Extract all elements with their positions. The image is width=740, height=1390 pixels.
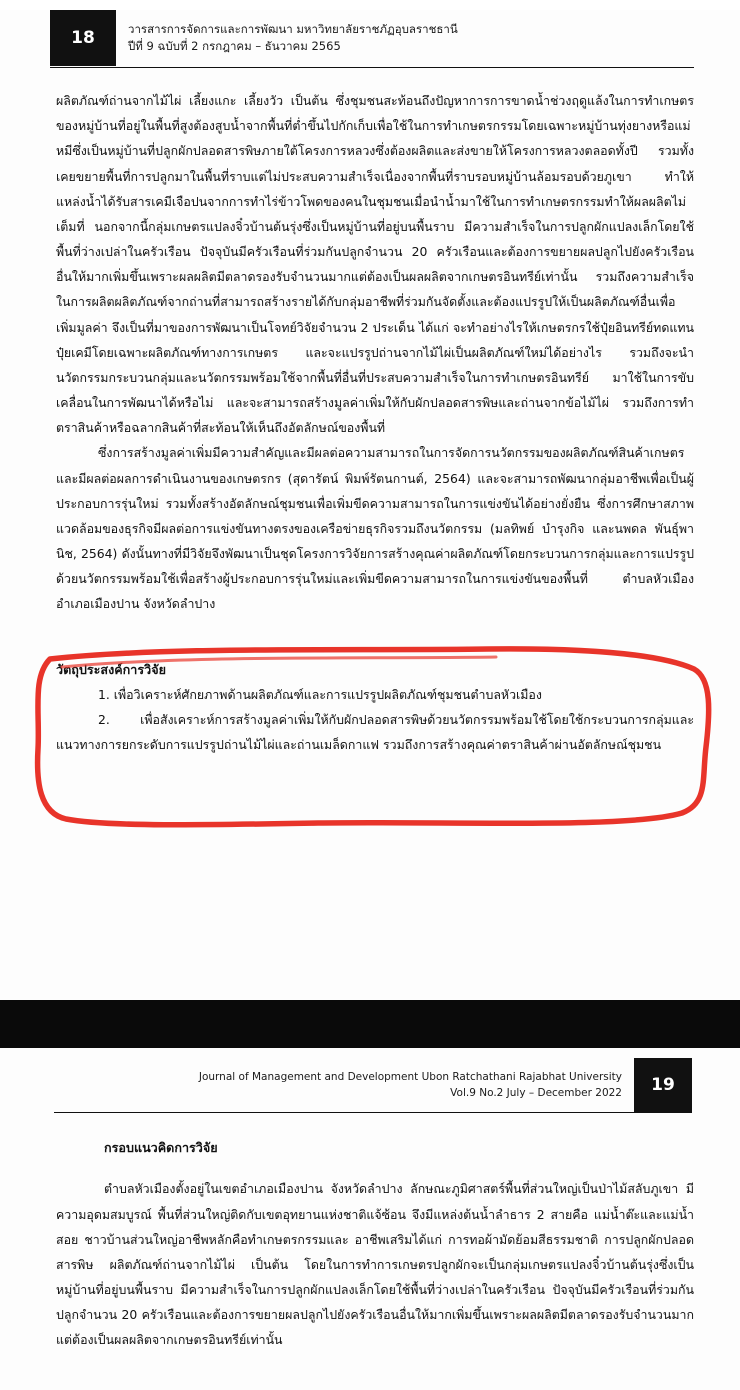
objective-item-1: 1. เพื่อวิเคราะห์ศักยภาพด้านผลิตภัณฑ์และการแปรรูปผลิตภัณฑ์ชุมชนตำบลหัวเมือง: [98, 686, 542, 702]
header-divider: [54, 1112, 692, 1113]
journal-header-text-en: [199, 1058, 634, 1112]
journal-issue-en: Vol.9 No.2 July – December 2022: [450, 1087, 622, 1099]
page-number-badge: 18: [50, 10, 116, 66]
document-page-19: [0, 1048, 740, 1390]
journal-title-en: Journal of Management and Development Ubon Ratchathani Rajabhat University: [198, 1070, 622, 1083]
page-number-badge: 19: [634, 1058, 692, 1112]
page-19-paragraph-1: ตำบลหัวเมืองตั้งอยู่ในเขตอำเภอเมืองปาน จังหวัดลำปาง ลักษณะภูมิศาสตร์พื้นที่ส่วนใหญ่เป็นป่าไม้สลับภูเขา มีความอุดมสมบูรณ์ พื้นที่ส่วนใหญ่ติดกับเขตอุทยานแห่งชาติแจ้ซ้อน จึงมีแหล่งต้นน้ำลำธาร 2 สายคือ แม่น้ำต๊ะและแม่น้ำสอย ชาวบ้านส่วนใหญ่อาชีพหลักคือทำเกษตรกรรมและ อาชีพเสริมได้แก่ การทอผ้ามัดย้อมสีธรรมชาติ การปลูกผักปลอดสารพิษ ผลิตภัณฑ์ถ่านจากไม้ไผ่ เป็นต้น โดยในการทำการเกษตรปลูกผักจะเป็นกลุ่มเกษตรแปลงจิ๋วบ้านต้นรุ่งซึ่งเป็นหมู่บ้านที่อยู่บนพื้นราบ มีความสำเร็จในการปลูกผักแปลงเล็กโดยใช้พื้นที่ว่างเปล่าในครัวเรือน ปัจจุบันมีครัวเรือนที่ร่วมกันปลูกจำนวน 20 ครัวเรือนและต้องการขยายผลปลูกไปยังครัวเรือนอื่นให้มากเพิ่มขึ้นเพราะผลผลิตมีตลาดรองรับจำนวนมากแต่ต้องเป็นผลผลิตจากเกษตรอินทรีย์เท่านั้น: [56, 1181, 694, 1348]
objectives-section: [0, 643, 740, 776]
page-18-header: [0, 10, 740, 66]
journal-issue-th: ปีที่ 9 ฉบับที่ 2 กรกฎาคม – ธันวาคม 2565: [128, 39, 341, 53]
section-title-framework: กรอบแนวคิดการวิจัย: [104, 1140, 218, 1155]
journal-title-th: วารสารการจัดการและการพัฒนา มหาวิทยาลัยราชภัฏอุบลราชธานี: [128, 21, 458, 36]
objectives-title: วัตถุประสงค์การวิจัย: [56, 661, 166, 677]
page-19-header: [0, 1048, 740, 1112]
document-page-18: [0, 10, 740, 1000]
journal-header-text: [116, 10, 458, 66]
page-separator-band: [0, 1000, 740, 1048]
body-paragraph-1: ผลิตภัณฑ์ถ่านจากไม้ไผ่ เลี้ยงแกะ เลี้ยงวัว เป็นต้น ซึ่งชุมชนสะท้อนถึงปัญหาการการขาดน้ำช่วงฤดูแล้งในการทำเกษตรของหมู่บ้านที่อยู่ในพื้นที่สูงต้องสูบน้ำจากพื้นที่ต่ำขึ้นไปกักเก็บเพื่อใช้ในการทำเกษตรกรรมโดยเฉพาะหมู่บ้านทุ่งยางหรือแม่หมีซึ่งเป็นหมู่บ้านที่ปลูกผักปลอดสารพิษภายใต้โครงการหลวงซึ่งต้องผลิตและส่งขายให้โครงการหลวงตลอดทั้งปี รวมทั้งเคยขยายพื้นที่การปลูกมาในพื้นที่ราบแต่ไม่ประสบความสำเร็จเนื่องจากพื้นที่ราบรอบหมู่บ้านล้อมรอบด้วยภูเขา ทำให้แหล่งน้ำได้รับสารเคมีเจือปนจากการทำไร่ข้าวโพดของคนในชุมชนเมื่อนำน้ำมาใช้ในการทำเกษตรกรรมทำให้ผลผลิตไม่เต็มที่ นอกจากนี้กลุ่มเกษตรแปลงจิ๋วบ้านต้นรุ่งซึ่งเป็นหมู่บ้านที่อยู่บนพื้นราบ มีความสำเร็จในการปลูกผักแปลงเล็กโดยใช้พื้นที่ว่างเปล่าในครัวเรือน ปัจจุบันมีครัวเรือนที่ร่วมกันปลูกจำนวน 20 ครัวเรือนและต้องการขยายผลปลูกไปยังครัวเรือนอื่นให้มากเพิ่มขึ้นเพราะผลผลิตมีตลาดรองรับจำนวนมากแต่ต้องเป็นผลผลิตจากเกษตรอินทรีย์เท่านั้น รวมถึงความสำเร็จในการผลิตผลิตภัณฑ์จากถ่านที่สามารถสร้างรายได้กับกลุ่มอาชีพที่ร่วมกันจัดตั้งและต้องแปรรูปให้เป็นผลิตภัณฑ์อื่นเพื่อเพิ่มมูลค่า จึงเป็นที่มาของการพัฒนาเป็นโจทย์วิจัยจำนวน 2 ประเด็น ได้แก่ จะทำอย่างไรให้เกษตรกรใช้ปุ๋ยอินทรีย์ทดแทนปุ๋ยเคมีโดยเฉพาะผลิตภัณฑ์ทางการเกษตร และจะแปรรูปถ่านจากไม้ไผ่เป็นผลิตภัณฑ์ใหม่ได้อย่างไร รวมถึงจะนำนวัตกรรมกระบวนกลุ่มและนวัตกรรมพร้อมใช้จากพื้นที่อื่นที่ประสบความสำเร็จในการทำเกษตรอินทรีย์ มาใช้ในการขับเคลื่อนในการพัฒนาได้หรือไม่ และจะสามารถสร้างมูลค่าเพิ่มให้กับผักปลอดสารพิษและถ่านจากข้อไม้ไผ่ รวมถึงการทำตราสินค้าหรือฉลากสินค้าที่สะท้อนให้เห็นถึงอัตลักษณ์ของพื้นที่: [56, 93, 694, 436]
page-18-body: [0, 66, 740, 617]
objective-item-2: 2. เพื่อสังเคราะห์การสร้างมูลค่าเพิ่มให้กับผักปลอดสารพิษด้วยนวัตกรรมพร้อมใช้โดยใช้กระบวนการกลุ่มและแนวทางการยกระดับการแปรรูปถ่านไม้ไผ่และถ่านเมล็ดกาแฟ รวมถึงการสร้างคุณค่าตราสินค้าผ่านอัตลักษณ์ชุมชน: [56, 711, 694, 753]
body-paragraph-2: ซึ่งการสร้างมูลค่าเพิ่มมีความสำคัญและมีผลต่อความสามารถในการจัดการนวัตกรรมของผลิตภัณฑ์สินค้าเกษตรและมีผลต่อผลการดำเนินงานของเกษตรกร (สุดารัตน์ พิมพ์รัตนกานต์, 2564) และจะสามารถพัฒนากลุ่มอาชีพเพื่อเป็นผู้ประกอบการรุ่นใหม่ รวมทั้งสร้างอัตลักษณ์ชุมชนเพื่อเพิ่มขีดความสามารถในการแข่งขันได้อย่างยั่งยืน ซึ่งการศึกษาสภาพแวดล้อมของธุรกิจมีผลต่อการแข่งขันทางตรงของเครือข่ายธุรกิจรวมถึงนวัตกรรม (มลทิพย์ บำรุงกิจ และนพดล พันธุ์พานิช, 2564) ดังนั้นทางที่มีวิจัยจึงพัฒนาเป็นชุดโครงการวิจัยการสร้างคุณค่าผลิตภัณฑ์โดยกระบวนการกลุ่มและการแปรรูปด้วยนวัตกรรมพร้อมใช้เพื่อสร้างผู้ประกอบการรุ่นใหม่และเพิ่มขีดความสามารถในการแข่งขันของพื้นที่ ตำบลหัวเมือง อำเภอเมืองปาน จังหวัดลำปาง: [56, 445, 694, 612]
header-divider: [50, 67, 694, 68]
